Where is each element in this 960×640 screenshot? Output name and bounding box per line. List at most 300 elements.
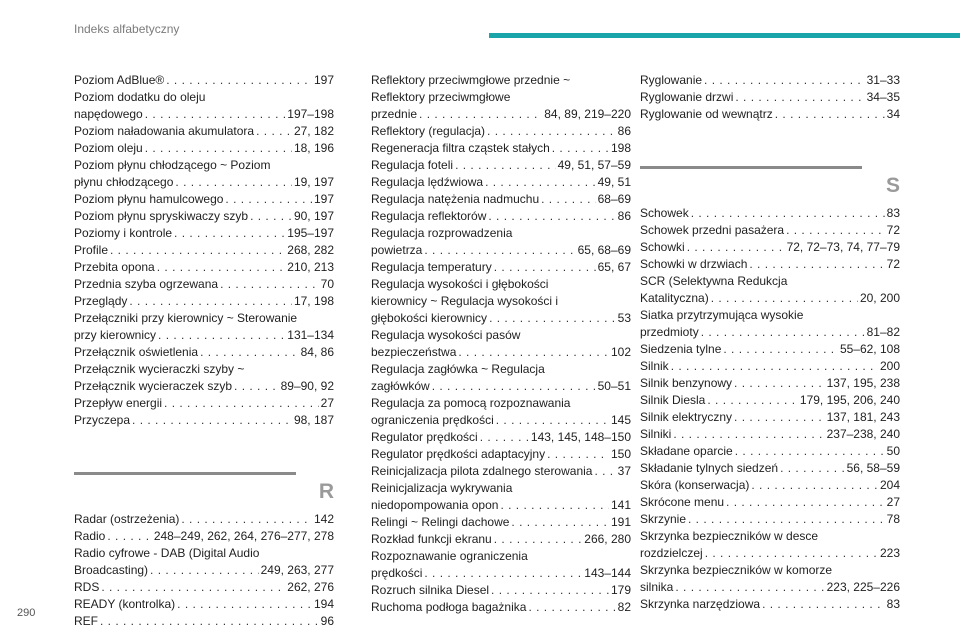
section-entries — [74, 511, 334, 630]
entry-pages: 65, 68–69 — [577, 243, 631, 257]
entry-term: RDS — [74, 580, 100, 594]
entry-term: Składane oparcie — [640, 444, 733, 458]
index-entry — [640, 205, 900, 222]
dot-leader — [491, 582, 609, 599]
entry-term-line: Regulacja za pomocą rozpoznawania — [371, 396, 571, 410]
index-entry — [640, 273, 900, 307]
entry-pages: 19, 197 — [293, 175, 334, 189]
entry-term: Przełącznik oświetlenia — [74, 345, 199, 359]
dot-leader — [256, 123, 292, 140]
dot-leader — [701, 324, 865, 341]
entry-pages: 96 — [320, 614, 334, 628]
index-entry — [371, 429, 631, 446]
dot-leader — [132, 412, 292, 429]
entry-term: Reflektory (regulacja) — [371, 124, 486, 138]
entry-pages: 89–90, 92 — [280, 379, 334, 393]
entry-term: silnika — [640, 580, 674, 594]
entry-term: READY (kontrolka) — [74, 597, 176, 611]
entry-pages: 131–134 — [287, 328, 334, 342]
index-entry — [74, 310, 334, 344]
section-entries — [640, 205, 900, 613]
entry-pages: 137, 181, 243 — [826, 410, 900, 424]
dot-leader — [455, 157, 556, 174]
entry-pages: 198 — [610, 141, 631, 155]
entry-pages: 195–197 — [287, 226, 334, 240]
index-entry — [371, 276, 631, 327]
entry-pages: 68–69 — [597, 192, 631, 206]
entry-pages: 27 — [886, 495, 900, 509]
entry-pages: 223, 225–226 — [826, 580, 900, 594]
dot-leader — [691, 205, 885, 222]
dot-leader — [177, 596, 312, 613]
index-entry — [640, 307, 900, 341]
index-entry — [371, 599, 631, 616]
index-entry — [371, 174, 631, 191]
index-entry — [640, 562, 900, 596]
dot-leader — [424, 565, 582, 582]
index-entry — [640, 106, 900, 123]
entry-term: Broadcasting) — [74, 563, 149, 577]
dot-leader — [687, 239, 785, 256]
entry-pages: 194 — [313, 597, 334, 611]
entry-term: Skóra (konserwacja) — [640, 478, 750, 492]
entry-term-line: Przełącznik wycieraczki szyby ~ — [74, 362, 245, 376]
entry-pages: 179 — [610, 583, 631, 597]
dot-leader — [458, 344, 609, 361]
entry-term-line: Reflektory przeciwmgłowe przednie ~ — [371, 73, 571, 87]
index-column-3 — [640, 72, 900, 613]
dot-leader — [711, 290, 858, 307]
entry-term: powietrza — [371, 243, 423, 257]
entry-pages: 72 — [886, 257, 900, 271]
entry-pages: 210, 213 — [287, 260, 334, 274]
entry-pages: 34 — [886, 107, 900, 121]
index-entry — [74, 191, 334, 208]
entry-pages: 20, 200 — [859, 291, 900, 305]
dot-leader — [594, 463, 615, 480]
entry-term-line: Skrzynka bezpieczników w komorze — [640, 563, 833, 577]
entry-pages: 141 — [610, 498, 631, 512]
dot-leader — [762, 596, 885, 613]
dot-leader — [101, 579, 285, 596]
index-entry — [74, 140, 334, 157]
entry-term: Siedzenia tylne — [640, 342, 722, 356]
dot-leader — [704, 72, 865, 89]
index-entry — [74, 528, 334, 545]
entry-term-line: Reinicjalizacja wykrywania — [371, 481, 513, 495]
entry-pages: 197–198 — [287, 107, 334, 121]
entry-term: głębokości kierownicy — [371, 311, 488, 325]
entry-pages: 53 — [617, 311, 631, 325]
dot-leader — [775, 106, 885, 123]
header-accent-bar — [489, 33, 960, 38]
entry-term: Przednia szyba ogrzewana — [74, 277, 219, 291]
index-entry — [371, 531, 631, 548]
entry-pages: 34–35 — [866, 90, 900, 104]
entry-term: Rozkład funkcji ekranu — [371, 532, 492, 546]
entry-pages: 81–82 — [866, 325, 900, 339]
index-entry — [371, 123, 631, 140]
index-entry — [640, 222, 900, 239]
entry-pages: 49, 51 — [597, 175, 631, 189]
index-entry — [640, 596, 900, 613]
dot-leader — [749, 256, 884, 273]
entry-term: Regulacja natężenia nadmuchu — [371, 192, 540, 206]
dot-leader — [129, 293, 292, 310]
dot-leader — [552, 140, 609, 157]
entry-term: Poziom naładowania akumulatora — [74, 124, 255, 138]
entry-term: Regeneracja filtra cząstek stałych — [371, 141, 550, 155]
dot-leader — [489, 310, 616, 327]
dot-leader — [487, 123, 616, 140]
dot-leader — [225, 191, 312, 208]
entry-pages: 86 — [617, 209, 631, 223]
entry-pages: 17, 198 — [293, 294, 334, 308]
entry-term: Regulator prędkości — [371, 430, 478, 444]
dot-leader — [164, 395, 319, 412]
dot-leader — [496, 412, 609, 429]
letter-section — [74, 472, 334, 505]
entry-term-line: Reflektory przeciwmgłowe — [371, 90, 511, 104]
index-entry — [74, 511, 334, 528]
index-entry — [74, 123, 334, 140]
entry-pages: 70 — [320, 277, 334, 291]
dot-leader — [780, 460, 845, 477]
entry-term-line: Siatka przytrzymująca wysokie — [640, 308, 804, 322]
letter-section — [640, 166, 900, 199]
index-entry — [371, 463, 631, 480]
index-entry — [74, 579, 334, 596]
index-entry — [371, 191, 631, 208]
entry-pages: 18, 196 — [293, 141, 334, 155]
dot-leader — [107, 528, 151, 545]
entry-term: Schowki — [640, 240, 685, 254]
index-entry — [640, 511, 900, 528]
index-entry — [371, 514, 631, 531]
entry-pages: 266, 280 — [584, 532, 631, 546]
entry-pages: 50 — [886, 444, 900, 458]
entry-term: Ruchoma podłoga bagażnika — [371, 600, 527, 614]
dot-leader — [511, 514, 609, 531]
entry-pages: 83 — [886, 206, 900, 220]
dot-leader — [480, 429, 529, 446]
entry-term: Radar (ostrzeżenia) — [74, 512, 180, 526]
entry-pages: 102 — [610, 345, 631, 359]
dot-leader — [175, 174, 292, 191]
entry-term-line: Regulacja rozprowadzenia — [371, 226, 513, 240]
entry-term: zagłówków — [371, 379, 430, 393]
dot-leader — [485, 174, 596, 191]
entry-term-line: Regulacja zagłówka ~ Regulacja — [371, 362, 545, 376]
dot-leader — [145, 140, 292, 157]
dot-leader — [110, 242, 285, 259]
index-entry — [74, 208, 334, 225]
entry-term: Katalityczna) — [640, 291, 709, 305]
index-entry — [640, 358, 900, 375]
dot-leader — [547, 446, 609, 463]
dot-leader — [723, 341, 838, 358]
entry-pages: 82 — [617, 600, 631, 614]
entry-pages: 248–249, 262, 264, 276–277, 278 — [153, 529, 334, 543]
index-entry — [74, 276, 334, 293]
index-entry — [371, 446, 631, 463]
index-entry — [74, 225, 334, 242]
dot-leader — [500, 497, 609, 514]
entry-pages: 27, 182 — [293, 124, 334, 138]
dot-leader — [166, 72, 312, 89]
dot-leader — [157, 259, 286, 276]
dot-leader — [751, 477, 878, 494]
entry-pages: 72, 72–73, 74, 77–79 — [786, 240, 900, 254]
index-entry — [640, 256, 900, 273]
entry-pages: 204 — [879, 478, 900, 492]
index-entry — [371, 548, 631, 582]
entry-pages: 31–33 — [866, 73, 900, 87]
dot-leader — [419, 106, 542, 123]
entry-pages: 145 — [610, 413, 631, 427]
index-column-2 — [371, 72, 631, 616]
entry-term: Poziom AdBlue® — [74, 73, 165, 87]
index-entry — [74, 293, 334, 310]
index-entry — [74, 72, 334, 89]
index-entry — [640, 477, 900, 494]
dot-leader — [707, 392, 798, 409]
index-entry — [640, 375, 900, 392]
entry-term: Poziom płynu hamulcowego — [74, 192, 224, 206]
index-entry — [74, 596, 334, 613]
index-entry — [371, 327, 631, 361]
entry-pages: 191 — [610, 515, 631, 529]
index-entry — [371, 140, 631, 157]
section-letter: R — [318, 480, 334, 503]
entry-pages: 268, 282 — [287, 243, 334, 257]
dot-leader — [424, 242, 575, 259]
entry-term: Skrzynie — [640, 512, 687, 526]
index-entry — [371, 208, 631, 225]
entry-pages: 179, 195, 206, 240 — [799, 393, 900, 407]
entry-term-line: Poziom płynu chłodzącego ~ Poziom — [74, 158, 271, 172]
entry-term: Radio — [74, 529, 106, 543]
entry-pages: 37 — [617, 464, 631, 478]
dot-leader — [786, 222, 885, 239]
dot-leader — [145, 106, 286, 123]
dot-leader — [220, 276, 319, 293]
entry-term: Przyczepa — [74, 413, 131, 427]
dot-leader — [158, 327, 285, 344]
index-entry — [371, 480, 631, 514]
entry-pages: 197 — [313, 73, 334, 87]
dot-leader — [432, 378, 596, 395]
entry-term-line: Regulacja wysokości i głębokości — [371, 277, 549, 291]
dot-leader — [541, 191, 596, 208]
index-entry — [640, 341, 900, 358]
dot-leader — [200, 344, 299, 361]
dot-leader — [494, 531, 583, 548]
entry-pages: 237–238, 240 — [826, 427, 900, 441]
entry-term: przedmioty — [640, 325, 699, 339]
page-number: 290 — [17, 607, 36, 619]
dot-leader — [705, 545, 878, 562]
index-entry — [74, 344, 334, 361]
entry-term: Poziom płynu spryskiwaczy szyb — [74, 209, 249, 223]
entry-term-line: Radio cyfrowe - DAB (Digital Audio — [74, 546, 260, 560]
entry-term: Przepływ energii — [74, 396, 163, 410]
entry-pages: 142 — [313, 512, 334, 526]
entry-term: Regulacja lędźwiowa — [371, 175, 484, 189]
entry-term: napędowego — [74, 107, 143, 121]
index-entry — [640, 409, 900, 426]
index-entry — [640, 528, 900, 562]
entry-term: Ryglowanie od wewnątrz — [640, 107, 773, 121]
dot-leader — [688, 511, 885, 528]
index-entry — [74, 89, 334, 123]
entry-pages: 249, 263, 277 — [260, 563, 334, 577]
entry-term-line: SCR (Selektywna Redukcja — [640, 274, 788, 288]
entry-term: Przeglądy — [74, 294, 128, 308]
entry-term: prędkości — [371, 566, 423, 580]
entry-term: Schowek przedni pasażera — [640, 223, 785, 237]
entry-pages: 65, 67 — [597, 260, 631, 274]
entry-pages: 143–144 — [584, 566, 631, 580]
entry-term: bezpieczeństwa — [371, 345, 457, 359]
entry-term: płynu chłodzącego — [74, 175, 174, 189]
index-entry — [74, 395, 334, 412]
entry-pages: 137, 195, 238 — [826, 376, 900, 390]
entry-pages: 84, 86 — [300, 345, 334, 359]
dot-leader — [673, 426, 824, 443]
dot-leader — [671, 358, 878, 375]
index-entry — [640, 239, 900, 256]
index-entry — [74, 412, 334, 429]
entry-term: Regulacja reflektorów — [371, 209, 487, 223]
entry-term: Regulacja foteli — [371, 158, 454, 172]
entry-term: niedopompowania opon — [371, 498, 499, 512]
entry-pages: 78 — [886, 512, 900, 526]
entry-term: Ryglowanie drzwi — [640, 90, 734, 104]
dot-leader — [735, 443, 885, 460]
entry-pages: 83 — [886, 597, 900, 611]
entry-pages: 50–51 — [597, 379, 631, 393]
entry-term-line: Skrzynka bezpieczników w desce — [640, 529, 819, 543]
entry-pages: 72 — [886, 223, 900, 237]
index-entry — [74, 259, 334, 276]
entry-term: REF — [74, 614, 98, 628]
entry-term: Profile — [74, 243, 109, 257]
entry-pages: 143, 145, 148–150 — [530, 430, 631, 444]
index-entry — [371, 157, 631, 174]
index-entry — [371, 361, 631, 395]
dot-leader — [181, 511, 312, 528]
entry-term-line: Przełączniki przy kierownicy ~ Sterowanie — [74, 311, 298, 325]
index-entry — [640, 443, 900, 460]
entry-pages: 262, 276 — [287, 580, 334, 594]
index-entry — [74, 545, 334, 579]
entry-term: Schowki w drzwiach — [640, 257, 748, 271]
entry-pages: 98, 187 — [293, 413, 334, 427]
entry-pages: 27 — [320, 396, 334, 410]
dot-leader — [528, 599, 615, 616]
entry-term: Składanie tylnych siedzeń — [640, 461, 779, 475]
dot-leader — [734, 409, 825, 426]
dot-leader — [174, 225, 285, 242]
entry-term: Silnik — [640, 359, 669, 373]
dot-leader — [675, 579, 824, 596]
entry-pages: 197 — [313, 192, 334, 206]
running-header-title: Indeks alfabetyczny — [74, 22, 180, 36]
entry-term: Reinicjalizacja pilota zdalnego sterowania — [371, 464, 593, 478]
entry-term: Regulator prędkości adaptacyjny — [371, 447, 546, 461]
dot-leader — [150, 562, 259, 579]
entry-term: Schowek — [640, 206, 689, 220]
index-entry — [640, 72, 900, 89]
index-entry — [74, 242, 334, 259]
entry-term: Silniki — [640, 427, 672, 441]
entry-pages: 56, 58–59 — [846, 461, 900, 475]
index-entry — [371, 395, 631, 429]
index-column-1 — [74, 72, 334, 630]
dot-leader — [734, 375, 825, 392]
index-entry — [371, 72, 631, 123]
dot-leader — [100, 613, 319, 630]
index-entry — [640, 426, 900, 443]
index-entry — [640, 494, 900, 511]
dot-leader — [494, 259, 596, 276]
dot-leader — [488, 208, 615, 225]
index-entry — [74, 361, 334, 395]
section-divider — [640, 166, 862, 169]
entry-pages: 55–62, 108 — [839, 342, 900, 356]
entry-term: Przełącznik wycieraczek szyb — [74, 379, 233, 393]
entry-pages: 49, 51, 57–59 — [557, 158, 631, 172]
entry-term: przednie — [371, 107, 418, 121]
entry-term: Przebita opona — [74, 260, 155, 274]
index-entry — [371, 582, 631, 599]
entry-term-line: kierownicy ~ Regulacja wysokości i — [371, 294, 559, 308]
entry-term: Silnik benzynowy — [640, 376, 733, 390]
index-entry — [371, 225, 631, 259]
index-entry — [640, 460, 900, 477]
index-entry — [74, 157, 334, 191]
entry-term: Poziomy i kontrole — [74, 226, 173, 240]
index-entry — [371, 259, 631, 276]
section-divider — [74, 472, 296, 475]
entry-pages: 223 — [879, 546, 900, 560]
entry-term-line: Poziom dodatku do oleju — [74, 90, 206, 104]
entry-term: Ryglowanie — [640, 73, 703, 87]
dot-leader — [234, 378, 279, 395]
index-entry — [74, 613, 334, 630]
index-entry — [640, 392, 900, 409]
entry-term: Poziom oleju — [74, 141, 143, 155]
entry-term: rozdzielczej — [640, 546, 703, 560]
entry-term: Silnik elektryczny — [640, 410, 733, 424]
index-entry — [640, 89, 900, 106]
entry-term: Silnik Diesla — [640, 393, 706, 407]
entry-term: Skrzynka narzędziowa — [640, 597, 761, 611]
dot-leader — [735, 89, 864, 106]
entry-term: Regulacja temperatury — [371, 260, 492, 274]
entry-term: Rozruch silnika Diesel — [371, 583, 490, 597]
section-letter: S — [885, 174, 900, 197]
entry-pages: 86 — [617, 124, 631, 138]
dot-leader — [726, 494, 885, 511]
entry-term-line: Rozpoznawanie ograniczenia — [371, 549, 528, 563]
entry-pages: 90, 197 — [293, 209, 334, 223]
entry-term: przy kierownicy — [74, 328, 157, 342]
entry-term: Relingi ~ Relingi dachowe — [371, 515, 510, 529]
entry-term: ograniczenia prędkości — [371, 413, 494, 427]
dot-leader — [250, 208, 292, 225]
